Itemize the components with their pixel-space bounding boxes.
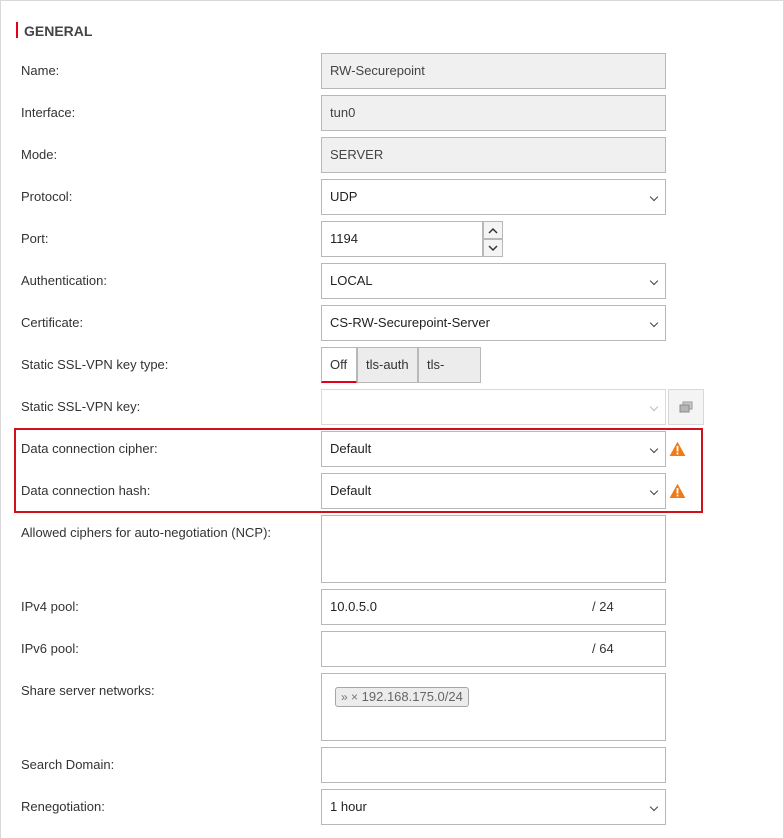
row-interface <box>0 95 784 131</box>
share-networks-input[interactable] <box>321 673 666 741</box>
row-ncp-ciphers <box>0 515 784 583</box>
data-cipher-label: Data connection cipher: <box>21 441 158 456</box>
row-mode <box>0 137 784 173</box>
name-field[interactable]: RW-Securepoint <box>321 53 666 89</box>
ipv6-pool-label: IPv6 pool: <box>21 641 79 656</box>
static-key-type-label: Static SSL-VPN key type: <box>21 357 169 372</box>
static-key-select[interactable] <box>321 389 666 425</box>
certificate-label: Certificate: <box>21 315 84 330</box>
authentication-select[interactable]: LOCAL <box>321 263 666 299</box>
data-hash-select[interactable]: Default <box>321 473 666 509</box>
row-renegotiation <box>0 789 784 825</box>
row-share-networks <box>0 673 784 741</box>
warning-triangle-icon <box>669 441 686 457</box>
ipv6-pool-suffix: / 64 <box>592 641 614 656</box>
row-certificate <box>0 305 784 341</box>
port-increment-button[interactable] <box>483 221 503 239</box>
row-port <box>0 221 784 257</box>
search-domain-input[interactable] <box>321 747 666 783</box>
certificate-select[interactable]: CS-RW-Securepoint-Server <box>321 305 666 341</box>
protocol-select[interactable]: UDP <box>321 179 666 215</box>
renegotiation-label: Renegotiation: <box>21 799 105 814</box>
mode-label: Mode: <box>21 147 58 162</box>
row-authentication <box>0 263 784 299</box>
search-domain-label: Search Domain: <box>21 757 115 772</box>
copy-key-button[interactable] <box>668 389 704 425</box>
ipv4-pool-label: IPv4 pool: <box>21 599 79 614</box>
ipv4-pool-suffix: / 24 <box>592 599 614 614</box>
port-label: Port: <box>21 231 49 246</box>
port-decrement-button[interactable] <box>483 239 503 257</box>
port-input[interactable]: 1194 <box>321 221 483 257</box>
name-label: Name: <box>21 63 60 78</box>
renegotiation-select[interactable]: 1 hour <box>321 789 666 825</box>
ipv4-pool-input[interactable] <box>321 589 666 625</box>
authentication-label: Authentication: <box>21 273 108 288</box>
static-key-label: Static SSL-VPN key: <box>21 399 141 414</box>
section-title: GENERAL <box>16 22 92 38</box>
row-data-hash <box>0 473 784 509</box>
data-hash-label: Data connection hash: <box>21 483 151 498</box>
key-type-tls-crypt-button[interactable]: tls- <box>418 347 481 383</box>
row-static-key-type <box>0 347 784 383</box>
share-networks-label: Share server networks: <box>21 683 155 698</box>
tag-text: 192.168.175.0/24 <box>361 689 463 704</box>
warning-triangle-icon <box>669 483 686 499</box>
protocol-label: Protocol: <box>21 189 73 204</box>
row-data-cipher <box>0 431 784 467</box>
data-cipher-select[interactable]: Default <box>321 431 666 467</box>
row-ipv6-pool <box>0 631 784 667</box>
key-type-tls-auth-button[interactable]: tls-auth <box>357 347 418 383</box>
chevron-down-icon <box>488 245 498 252</box>
ncp-ciphers-input[interactable] <box>321 515 666 583</box>
ipv4-pool-value: 10.0.5.0 <box>330 599 377 614</box>
row-name <box>0 53 784 89</box>
key-type-off-button[interactable]: Off <box>321 347 357 383</box>
row-static-key <box>0 389 784 425</box>
mode-field[interactable]: SERVER <box>321 137 666 173</box>
tag-controls[interactable]: » × <box>341 690 359 704</box>
chevron-up-icon <box>488 227 498 234</box>
row-ipv4-pool <box>0 589 784 625</box>
ncp-ciphers-label: Allowed ciphers for auto-negotiation (NCP): <box>21 525 272 540</box>
interface-field[interactable]: tun0 <box>321 95 666 131</box>
copy-icon <box>679 401 693 413</box>
row-protocol <box>0 179 784 215</box>
ipv6-pool-input[interactable] <box>321 631 666 667</box>
row-search-domain <box>0 747 784 783</box>
interface-label: Interface: <box>21 105 76 120</box>
network-tag[interactable] <box>335 687 469 707</box>
